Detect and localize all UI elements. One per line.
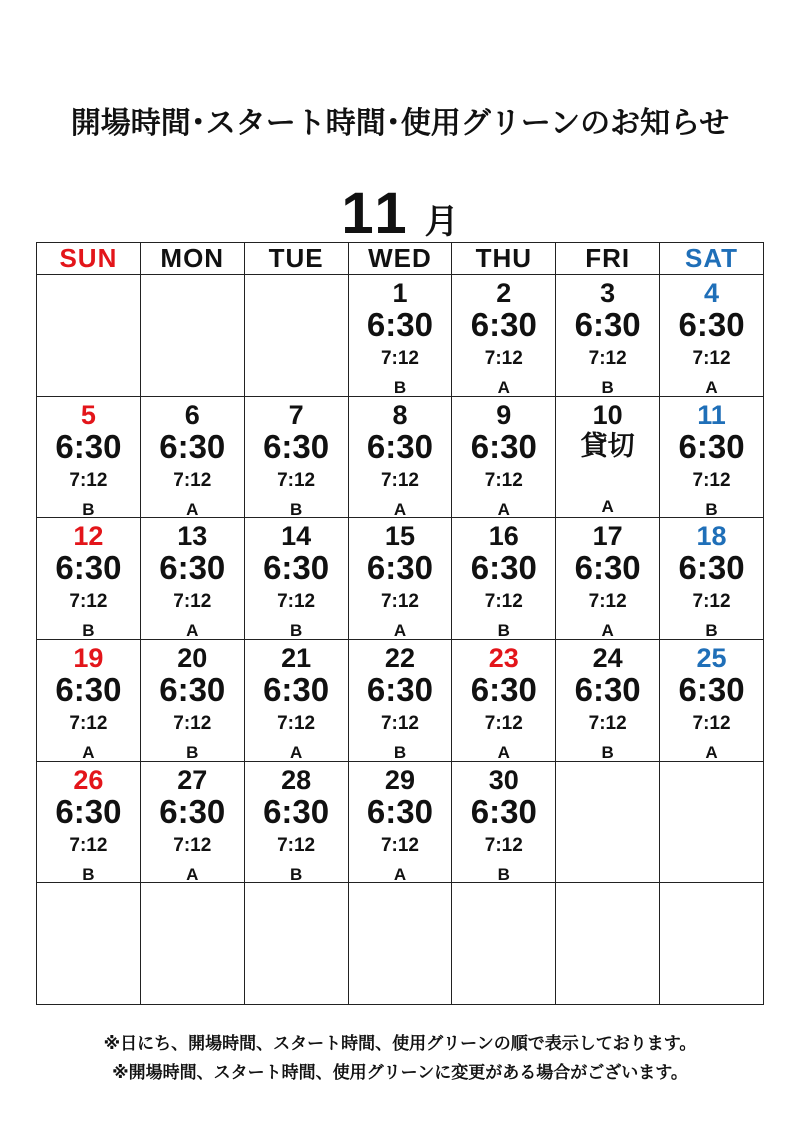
open-time: 6:30 xyxy=(678,306,745,343)
note-line: ※日にち、開場時間、スタート時間、使用グリーンの順で表示しております。 xyxy=(103,1034,697,1054)
green-label: A xyxy=(497,742,510,762)
green-label: A xyxy=(186,499,199,519)
open-time: 6:30 xyxy=(55,427,122,465)
open-time: 6:30 xyxy=(678,670,745,708)
open-time: 6:30 xyxy=(470,792,537,830)
day-cell xyxy=(37,396,141,518)
open-time: 6:30 xyxy=(366,427,433,465)
day-number: 23 xyxy=(488,642,519,673)
green-label: A xyxy=(705,742,718,762)
open-time: 6:30 xyxy=(55,549,122,587)
open-time: 6:30 xyxy=(263,549,330,587)
open-time: 6:30 xyxy=(55,670,122,708)
day-number: 10 xyxy=(592,399,623,430)
day-cell xyxy=(660,639,764,761)
green-label: A xyxy=(289,742,303,762)
day-cell xyxy=(244,518,348,640)
week-row xyxy=(37,639,764,761)
day-cell xyxy=(244,396,348,518)
start-time: 7:12 xyxy=(484,348,523,369)
day-number: 18 xyxy=(696,521,727,552)
day-cell xyxy=(348,275,452,397)
start-time: 7:12 xyxy=(692,712,731,734)
week-row xyxy=(37,761,764,883)
start-time: 7:12 xyxy=(380,469,419,491)
empty-cell xyxy=(244,883,348,1005)
day-number: 28 xyxy=(281,764,312,795)
day-cell xyxy=(660,275,764,397)
start-time: 7:12 xyxy=(173,834,212,856)
green-label: B xyxy=(601,742,614,762)
day-cell xyxy=(348,761,452,883)
green-label: A xyxy=(393,621,407,641)
calendar-table xyxy=(36,242,764,1005)
open-time: 6:30 xyxy=(678,427,745,465)
day-cell xyxy=(452,396,556,518)
green-label: B xyxy=(497,621,510,641)
green-label: A xyxy=(497,378,510,397)
day-number: 4 xyxy=(704,278,720,308)
green-label: A xyxy=(82,742,95,762)
open-time: 6:30 xyxy=(366,306,433,343)
day-number: 2 xyxy=(496,278,512,308)
week-row xyxy=(37,396,764,518)
charter-label: 貸切 xyxy=(580,430,635,462)
green-label: B xyxy=(393,742,407,762)
day-cell xyxy=(140,761,244,883)
open-time: 6:30 xyxy=(574,306,641,343)
open-time: 6:30 xyxy=(263,670,330,708)
empty-cell xyxy=(452,883,556,1005)
day-number: 21 xyxy=(281,642,312,673)
day-number: 3 xyxy=(600,278,616,308)
weekday-fri: FRI xyxy=(556,243,660,275)
empty-cell xyxy=(660,761,764,883)
empty-cell xyxy=(244,275,348,397)
start-time: 7:12 xyxy=(692,469,731,491)
open-time: 6:30 xyxy=(159,792,226,830)
day-cell xyxy=(348,518,452,640)
month-number: 11 xyxy=(341,181,411,246)
day-number: 20 xyxy=(177,642,208,673)
day-cell xyxy=(37,761,141,883)
open-time: 6:30 xyxy=(366,670,433,708)
start-time: 7:12 xyxy=(69,591,108,613)
day-number: 5 xyxy=(80,399,96,430)
green-label: A xyxy=(186,621,199,641)
start-time: 7:12 xyxy=(588,591,627,613)
day-cell xyxy=(452,518,556,640)
green-label: B xyxy=(289,864,303,884)
green-label: B xyxy=(82,621,95,641)
day-number: 29 xyxy=(384,764,415,795)
day-cell xyxy=(348,639,452,761)
green-label: B xyxy=(289,499,303,519)
day-cell xyxy=(244,761,348,883)
start-time: 7:12 xyxy=(484,591,523,613)
start-time: 7:12 xyxy=(692,348,731,369)
day-number: 8 xyxy=(392,399,408,430)
open-time: 6:30 xyxy=(574,549,641,587)
open-time: 6:30 xyxy=(470,306,537,343)
day-number: 22 xyxy=(384,642,415,673)
start-time: 7:12 xyxy=(173,469,212,491)
week-row xyxy=(37,275,764,397)
green-label: B xyxy=(393,378,407,397)
day-number: 25 xyxy=(696,642,727,673)
day-cell xyxy=(37,518,141,640)
footer-notes xyxy=(0,1030,800,1088)
day-number: 30 xyxy=(488,764,519,795)
open-time: 6:30 xyxy=(159,549,226,587)
empty-cell xyxy=(660,883,764,1005)
weekday-mon: MON xyxy=(140,243,244,275)
start-time: 7:12 xyxy=(380,712,419,734)
open-time: 6:30 xyxy=(366,792,433,830)
start-time: 7:12 xyxy=(69,469,108,491)
green-label: A xyxy=(601,496,614,516)
day-cell xyxy=(556,396,660,518)
day-number: 6 xyxy=(184,399,200,430)
green-label: A xyxy=(705,378,718,397)
open-time: 6:30 xyxy=(159,427,226,465)
start-time: 7:12 xyxy=(380,591,419,613)
open-time: 6:30 xyxy=(366,549,433,587)
green-label: B xyxy=(82,499,95,519)
day-number: 12 xyxy=(73,521,104,552)
weekday-sun: SUN xyxy=(37,243,141,275)
open-time: 6:30 xyxy=(263,427,330,465)
week-row xyxy=(37,883,764,1005)
start-time: 7:12 xyxy=(484,834,523,856)
weekday-header-row xyxy=(37,243,764,275)
weekday-tue: TUE xyxy=(244,243,348,275)
empty-cell xyxy=(37,275,141,397)
open-time: 6:30 xyxy=(159,670,226,708)
start-time: 7:12 xyxy=(277,834,316,856)
day-cell xyxy=(348,396,452,518)
day-number: 17 xyxy=(592,521,623,552)
day-number: 7 xyxy=(288,399,304,430)
start-time: 7:12 xyxy=(380,348,419,369)
day-cell xyxy=(452,275,556,397)
weekday-sat: SAT xyxy=(660,243,764,275)
day-number: 15 xyxy=(384,521,415,552)
start-time: 7:12 xyxy=(484,469,523,491)
start-time: 7:12 xyxy=(588,348,627,369)
day-number: 16 xyxy=(488,521,519,552)
green-label: A xyxy=(393,864,407,884)
day-cell xyxy=(140,396,244,518)
day-number: 26 xyxy=(73,764,104,795)
day-cell xyxy=(244,639,348,761)
start-time: 7:12 xyxy=(69,834,108,856)
open-time: 6:30 xyxy=(470,549,537,587)
green-label: B xyxy=(601,378,614,397)
green-label: B xyxy=(705,499,718,519)
day-cell xyxy=(452,639,556,761)
open-time: 6:30 xyxy=(678,549,745,587)
green-label: B xyxy=(289,621,303,641)
page-title: 開場時間･スタート時間･使用グリーンのお知らせ xyxy=(70,106,730,141)
note-line: ※開場時間、スタート時間、使用グリーンに変更がある場合がございます。 xyxy=(112,1063,688,1083)
start-time: 7:12 xyxy=(173,591,212,613)
green-label: B xyxy=(705,621,718,641)
open-time: 6:30 xyxy=(470,427,537,465)
day-cell xyxy=(37,639,141,761)
day-cell xyxy=(556,518,660,640)
start-time: 7:12 xyxy=(277,591,316,613)
open-time: 6:30 xyxy=(470,670,537,708)
empty-cell xyxy=(556,761,660,883)
day-number: 14 xyxy=(281,521,312,552)
start-time: 7:12 xyxy=(277,469,316,491)
day-cell xyxy=(556,275,660,397)
day-cell xyxy=(660,396,764,518)
green-label: B xyxy=(82,864,95,884)
weekday-wed: WED xyxy=(348,243,452,275)
open-time: 6:30 xyxy=(263,792,330,830)
green-label: A xyxy=(186,864,199,884)
start-time: 7:12 xyxy=(588,712,627,734)
day-number: 27 xyxy=(177,764,208,795)
day-cell xyxy=(660,518,764,640)
open-time: 6:30 xyxy=(55,792,122,830)
empty-cell xyxy=(348,883,452,1005)
open-time: 6:30 xyxy=(574,670,641,708)
start-time: 7:12 xyxy=(173,712,212,734)
empty-cell xyxy=(37,883,141,1005)
start-time: 7:12 xyxy=(69,712,108,734)
start-time: 7:12 xyxy=(380,834,419,856)
month-heading xyxy=(0,180,800,247)
empty-cell xyxy=(556,883,660,1005)
day-number: 11 xyxy=(697,399,726,430)
calendar-body xyxy=(37,275,764,1005)
month-unit: 月 xyxy=(424,202,459,242)
day-cell xyxy=(556,639,660,761)
empty-cell xyxy=(140,275,244,397)
green-label: B xyxy=(186,742,199,762)
day-cell xyxy=(140,518,244,640)
day-number: 1 xyxy=(392,278,408,308)
empty-cell xyxy=(140,883,244,1005)
day-number: 13 xyxy=(177,521,208,552)
day-number: 9 xyxy=(496,399,512,430)
day-cell xyxy=(140,639,244,761)
start-time: 7:12 xyxy=(484,712,523,734)
green-label: B xyxy=(497,864,510,884)
green-label: A xyxy=(393,499,407,519)
green-label: A xyxy=(497,499,510,519)
day-number: 24 xyxy=(592,642,623,673)
start-time: 7:12 xyxy=(692,591,731,613)
day-cell xyxy=(452,761,556,883)
green-label: A xyxy=(601,621,614,641)
start-time: 7:12 xyxy=(277,712,316,734)
day-number: 19 xyxy=(73,642,104,673)
week-row xyxy=(37,518,764,640)
weekday-thu: THU xyxy=(452,243,556,275)
